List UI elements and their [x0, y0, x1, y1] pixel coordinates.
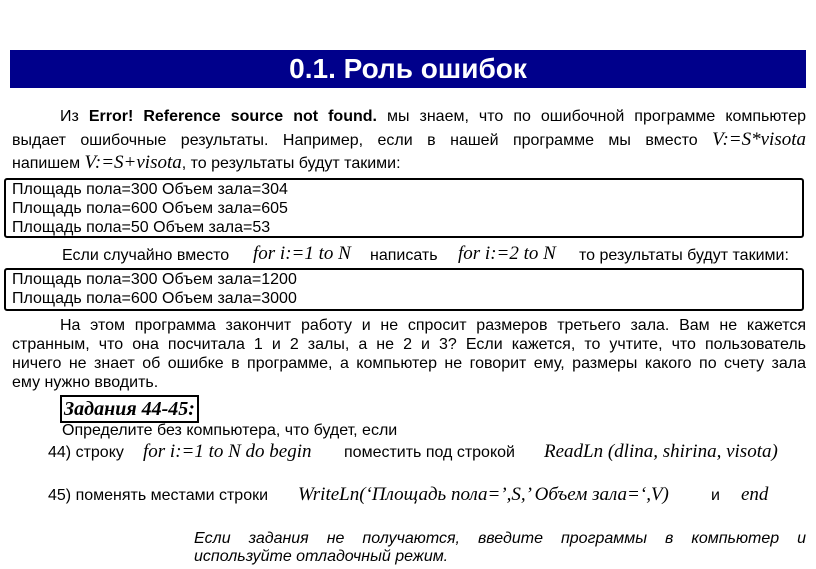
tasks-intro: Определите без компьютера, что будет, если	[62, 422, 398, 439]
intro-text: мы знаем, что по ошибочной программе компьютер	[386, 108, 806, 125]
intro-text: напишем	[12, 155, 81, 172]
output-box-1	[4, 178, 804, 238]
output-box-2	[4, 268, 804, 311]
code-snippet: V:=S+visota	[84, 152, 182, 173]
code-snippet: V:=S*visota	[712, 129, 806, 150]
mid-text: написать	[370, 247, 438, 264]
task-45-text: 45) поменять местами строки	[48, 487, 269, 504]
para-line-1: На этом программа закончит работу и не спросит размеров третьего зала. Вам не кажется	[60, 317, 806, 334]
footer-note-line-1: Если задания не получаются, введите программы в компьютер и	[194, 530, 806, 547]
page-title: 0.1. Роль ошибок	[10, 50, 806, 88]
output-line: Площадь пола=600 Объем зала=605	[12, 200, 288, 217]
para-line-4: ему нужно вводить.	[12, 374, 159, 391]
output-line: Площадь пола=300 Объем зала=304	[12, 181, 288, 198]
intro-line-3	[12, 152, 806, 175]
task-44-text: поместить под строкой	[344, 444, 515, 461]
code-snippet: end	[741, 484, 769, 505]
para-line-2: странным, что она посчитала 1 и 2 залы, а не 2 и 3? Если кажется, то учтите, что пользователь	[12, 336, 806, 353]
intro-text: , то результаты будут такими:	[181, 155, 401, 172]
mid-text: Если случайно вместо	[62, 247, 230, 264]
intro-text: выдает ошибочные результаты. Например, если в нашей программе мы вместо	[12, 132, 698, 149]
output-line: Площадь пола=50 Объем зала=53	[12, 219, 271, 236]
tasks-heading: Задания 44-45:	[60, 395, 199, 423]
reference-error-text: Error! Reference source not found.	[88, 108, 377, 125]
code-snippet: for i:=2 to N	[458, 243, 556, 264]
para-line-3: ничего не знает об ошибке в программе, а компьютер не говорит ему, размеры какого по счету зала	[12, 355, 806, 372]
task-44-text: 44) строку	[48, 444, 124, 461]
intro-line-1	[12, 106, 806, 128]
intro-line-2	[12, 129, 806, 152]
footer-note-line-2: используйте отладочный режим.	[194, 548, 449, 565]
code-snippet: for i:=1 to N do begin	[143, 441, 312, 462]
task-45-text: и	[711, 487, 720, 504]
output-line: Площадь пола=600 Объем зала=3000	[12, 290, 297, 307]
output-line: Площадь пола=300 Объем зала=1200	[12, 271, 297, 288]
code-snippet: for i:=1 to N	[253, 243, 351, 264]
code-snippet: WriteLn(‘Площадь пола=’,S,’ Объем зала=‘,V)	[298, 484, 669, 505]
intro-text: Из	[60, 108, 79, 125]
mid-text: то результаты будут такими:	[579, 247, 789, 264]
code-snippet: ReadLn (dlina, shirina, visota)	[544, 441, 778, 462]
